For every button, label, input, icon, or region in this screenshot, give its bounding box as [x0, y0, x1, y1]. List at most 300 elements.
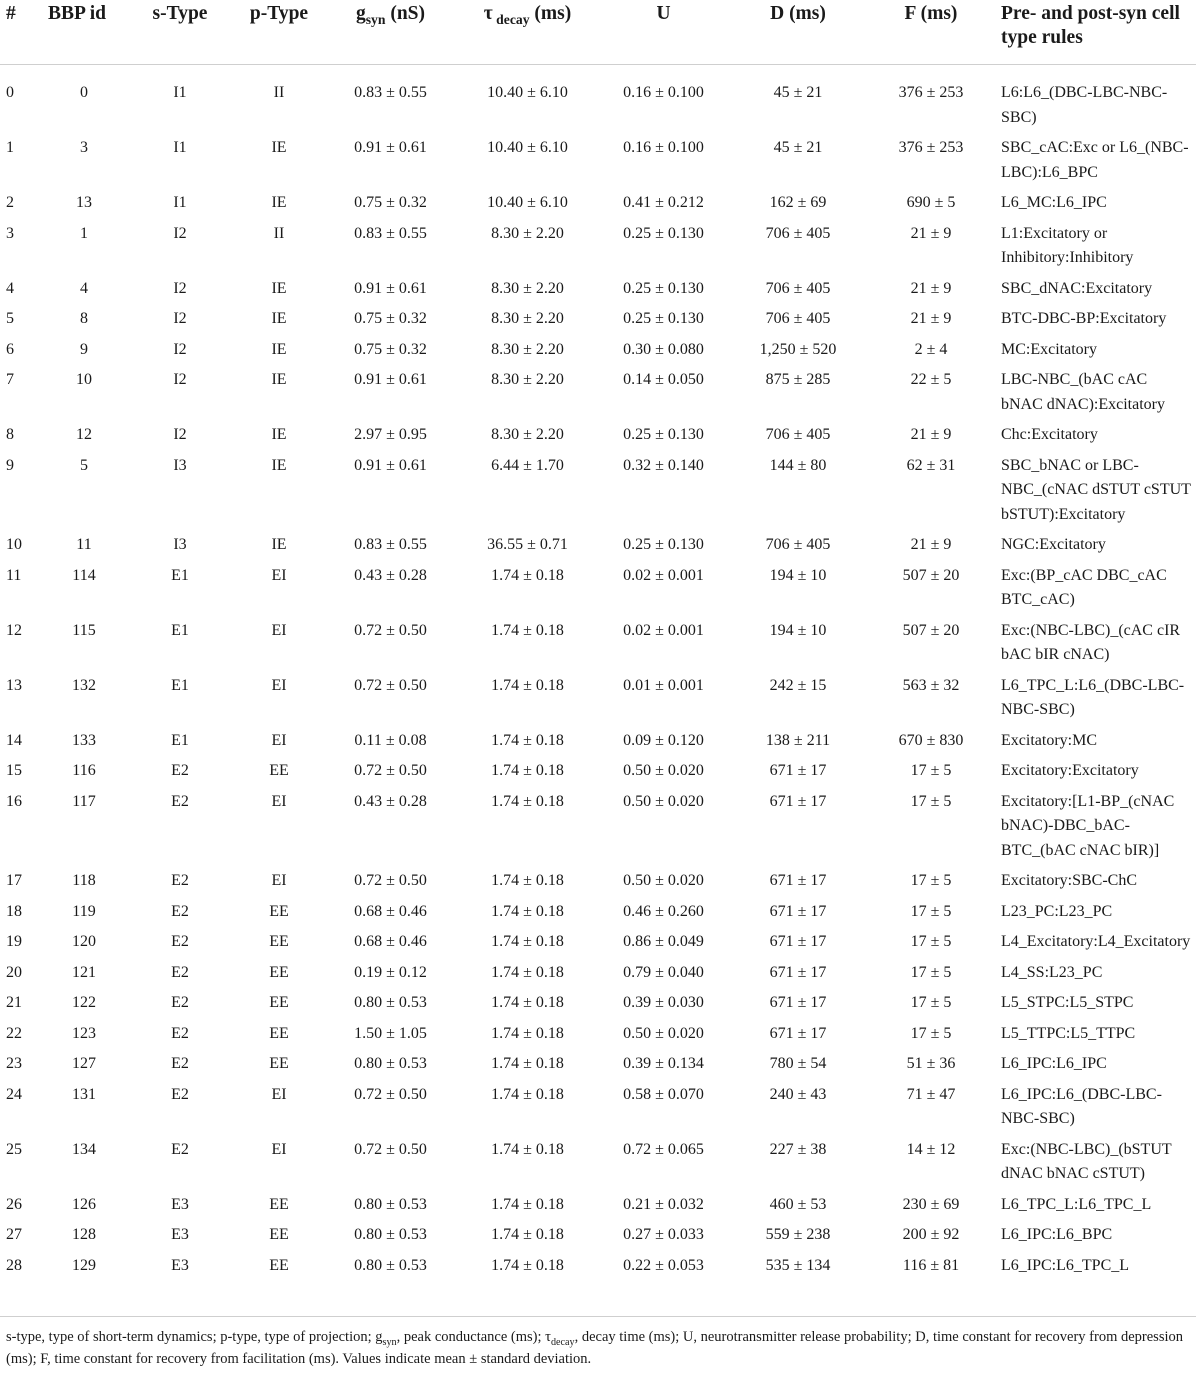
cell-bbp-id: 121: [72, 963, 96, 981]
cell-u: 0.32 ± 0.140: [623, 456, 704, 474]
cell-u: 0.39 ± 0.030: [623, 994, 704, 1011]
cell-gsyn: 0.80 ± 0.53: [354, 1226, 427, 1243]
cell-d: 671 ± 17: [769, 933, 827, 950]
cell-rules: L6_TPC_L:L6_TPC_L: [1001, 1195, 1152, 1213]
cell-tau-decay: 1.74 ± 0.18: [491, 621, 564, 639]
cell-f: 17 ± 5: [910, 902, 952, 920]
cell-p-type: EE: [269, 1024, 289, 1042]
cell-d: 1,250 ± 520: [759, 340, 837, 358]
cell-u: 0.01 ± 0.001: [623, 676, 704, 694]
cell-p-type: EE: [269, 1256, 289, 1274]
cell-d: 706 ± 405: [765, 310, 831, 327]
table-row: [0, 866, 1196, 897]
cell-d: 144 ± 80: [769, 456, 827, 474]
cell-s-type: E2: [171, 902, 189, 920]
table-row: [0, 958, 1196, 989]
cell-num: 23: [6, 1055, 22, 1072]
cell-tau-decay: 1.74 ± 0.18: [491, 762, 564, 779]
cell-tau-decay: 1.74 ± 0.18: [491, 566, 564, 584]
cell-s-type: E2: [171, 963, 189, 981]
cell-f: 563 ± 32: [902, 676, 960, 694]
table-row: [0, 756, 1196, 787]
cell-bbp-id: 3: [80, 139, 88, 156]
cell-bbp-id: 129: [72, 1256, 96, 1274]
cell-p-type: IE: [271, 279, 287, 297]
cell-tau-decay: 1.74 ± 0.18: [491, 1256, 564, 1274]
cell-u: 0.22 ± 0.053: [623, 1256, 704, 1274]
cell-s-type: I3: [173, 536, 187, 553]
cell-num: 27: [6, 1226, 22, 1243]
cell-bbp-id: 122: [72, 994, 96, 1011]
cell-tau-decay: 1.74 ± 0.18: [491, 792, 564, 810]
cell-u: 0.16 ± 0.100: [623, 84, 704, 101]
cell-bbp-id: 5: [80, 456, 88, 474]
cell-tau-decay: 1.74 ± 0.18: [491, 994, 564, 1011]
cell-d: 671 ± 17: [769, 1024, 827, 1042]
cell-bbp-id: 119: [72, 902, 96, 920]
cell-num: 6: [6, 340, 14, 358]
cell-s-type: E1: [171, 621, 189, 639]
cell-rules: L6_IPC:L6_IPC: [1001, 1055, 1107, 1072]
table-row: [0, 671, 1196, 726]
cell-bbp-id: 0: [80, 84, 88, 101]
table-row: [0, 787, 1196, 867]
cell-tau-decay: 6.44 ± 1.70: [491, 456, 564, 474]
cell-s-type: I2: [173, 224, 187, 242]
cell-p-type: EE: [269, 994, 289, 1011]
cell-bbp-id: 9: [80, 340, 88, 358]
cell-tau-decay: 1.74 ± 0.18: [491, 933, 564, 950]
cell-tau-decay: 8.30 ± 2.20: [491, 371, 564, 388]
cell-u: 0.02 ± 0.001: [623, 621, 704, 639]
header-gsyn-sub: syn: [365, 11, 386, 27]
cell-u: 0.09 ± 0.120: [623, 731, 704, 749]
cell-u: 0.25 ± 0.130: [623, 224, 704, 242]
cell-gsyn: 0.68 ± 0.46: [354, 902, 427, 920]
cell-p-type: II: [273, 224, 285, 242]
cell-p-type: EE: [269, 1195, 289, 1213]
footnote-tau-sub: decay: [550, 1336, 575, 1348]
cell-p-type: IE: [271, 536, 287, 553]
cell-d: 875 ± 285: [765, 371, 831, 388]
cell-p-type: EE: [269, 762, 289, 779]
cell-gsyn: 0.19 ± 0.12: [354, 963, 427, 981]
cell-p-type: EI: [271, 676, 287, 694]
cell-d: 671 ± 17: [769, 762, 827, 779]
cell-bbp-id: 128: [72, 1226, 96, 1243]
cell-num: 14: [6, 731, 22, 749]
table-row: [0, 927, 1196, 958]
header-num: #: [0, 0, 44, 65]
cell-f: 17 ± 5: [910, 963, 952, 981]
cell-d: 671 ± 17: [769, 792, 827, 810]
cell-num: 16: [6, 792, 22, 810]
cell-d: 194 ± 10: [769, 566, 827, 584]
cell-s-type: E3: [171, 1226, 189, 1243]
cell-f: 22 ± 5: [910, 371, 952, 388]
footnote-part2: , peak conductance (ms); τ: [396, 1329, 551, 1345]
cell-f: 51 ± 36: [906, 1055, 956, 1072]
cell-tau-decay: 8.30 ± 2.20: [491, 340, 564, 358]
cell-rules: L1:Excitatory or Inhibitory:Inhibitory: [1001, 224, 1134, 266]
cell-p-type: IE: [271, 340, 287, 358]
cell-rules: L6_TPC_L:L6_(DBC-LBC-NBC-SBC): [1001, 676, 1185, 718]
header-gsyn-base: g: [355, 3, 366, 24]
table-row: [0, 1049, 1196, 1080]
cell-rules: L23_PC:L23_PC: [1001, 902, 1113, 920]
cell-s-type: E1: [171, 731, 189, 749]
footnote-part3: , decay time (ms); U, neurotransmitter release probability; D, time constant for recovery from depression (ms); F, time constant for recovery from facilitation (ms). Values indicate mean ± standard deviation.: [6, 1329, 1183, 1367]
cell-tau-decay: 1.74 ± 0.18: [491, 676, 564, 694]
cell-p-type: IE: [271, 371, 287, 388]
table-row: [0, 726, 1196, 757]
cell-tau-decay: 8.30 ± 2.20: [491, 310, 564, 327]
cell-s-type: E2: [171, 933, 189, 950]
cell-p-type: EE: [269, 1055, 289, 1072]
cell-rules: MC:Excitatory: [1001, 340, 1097, 358]
cell-bbp-id: 114: [72, 566, 96, 584]
cell-num: 2: [6, 194, 14, 211]
cell-num: 4: [6, 279, 14, 297]
cell-s-type: E2: [171, 1055, 189, 1072]
cell-gsyn: 2.97 ± 0.95: [354, 426, 427, 443]
cell-bbp-id: 12: [76, 426, 92, 443]
cell-num: 12: [6, 621, 22, 639]
cell-rules: SBC_bNAC or LBC-NBC_(cNAC dSTUT cSTUT bSTUT):Excitatory: [1001, 456, 1191, 523]
table-row: [0, 65, 1196, 134]
cell-rules: Excitatory:Excitatory: [1001, 762, 1139, 779]
cell-num: 15: [6, 762, 22, 779]
cell-rules: L6_IPC:L6_TPC_L: [1001, 1256, 1130, 1274]
cell-f: 62 ± 31: [906, 456, 956, 474]
header-s-type: s-Type: [124, 0, 236, 65]
cell-num: 28: [6, 1256, 22, 1274]
footnote-gsyn-sub: syn: [382, 1336, 397, 1348]
cell-num: 11: [6, 566, 22, 584]
cell-rules: L4_Excitatory:L4_Excitatory: [1001, 933, 1191, 950]
table-header-row: [0, 0, 1196, 65]
cell-gsyn: 0.68 ± 0.46: [354, 933, 427, 950]
cell-d: 706 ± 405: [765, 426, 831, 443]
table-row: [0, 335, 1196, 366]
cell-u: 0.50 ± 0.020: [623, 872, 704, 889]
cell-p-type: EE: [269, 933, 289, 950]
cell-p-type: EI: [271, 731, 287, 749]
cell-s-type: I2: [173, 426, 187, 443]
cell-d: 780 ± 54: [769, 1055, 827, 1072]
cell-f: 17 ± 5: [910, 792, 952, 810]
cell-s-type: I1: [173, 84, 187, 101]
cell-d: 194 ± 10: [769, 621, 827, 639]
cell-p-type: II: [273, 84, 285, 101]
table-row: [0, 219, 1196, 274]
cell-f: 116 ± 81: [902, 1256, 960, 1274]
cell-f: 21 ± 9: [910, 536, 952, 553]
header-rules: Pre- and post-syn cell type rules: [997, 0, 1196, 65]
cell-p-type: IE: [271, 310, 287, 327]
cell-num: 10: [6, 536, 22, 553]
header-tau-unit: (ms): [529, 3, 572, 24]
cell-u: 0.14 ± 0.050: [623, 371, 704, 388]
cell-tau-decay: 1.74 ± 0.18: [491, 1226, 564, 1243]
cell-gsyn: 0.91 ± 0.61: [354, 279, 427, 297]
cell-f: 376 ± 253: [898, 139, 964, 156]
table-row: [0, 274, 1196, 305]
cell-s-type: I3: [173, 456, 187, 474]
cell-d: 227 ± 38: [769, 1140, 827, 1158]
cell-bbp-id: 123: [72, 1024, 96, 1042]
cell-p-type: IE: [271, 456, 287, 474]
cell-u: 0.58 ± 0.070: [623, 1085, 704, 1103]
table-row: [0, 1251, 1196, 1289]
cell-s-type: E1: [171, 676, 189, 694]
cell-tau-decay: 10.40 ± 6.10: [487, 84, 568, 101]
cell-u: 0.27 ± 0.033: [623, 1226, 704, 1243]
cell-d: 706 ± 405: [765, 224, 831, 242]
cell-u: 0.86 ± 0.049: [623, 933, 704, 950]
cell-f: 71 ± 47: [906, 1085, 956, 1103]
cell-num: 13: [6, 676, 22, 694]
cell-d: 671 ± 17: [769, 963, 827, 981]
cell-num: 19: [6, 933, 22, 950]
cell-tau-decay: 1.74 ± 0.18: [491, 1140, 564, 1158]
cell-u: 0.41 ± 0.212: [623, 194, 704, 211]
cell-gsyn: 0.75 ± 0.32: [354, 340, 427, 358]
cell-p-type: EI: [271, 621, 287, 639]
cell-bbp-id: 116: [72, 762, 96, 779]
cell-s-type: I2: [173, 371, 187, 388]
cell-f: 21 ± 9: [910, 279, 952, 297]
table-bottom-rule: [0, 1316, 1196, 1317]
table-row: [0, 530, 1196, 561]
cell-rules: NGC:Excitatory: [1001, 536, 1106, 553]
cell-rules: LBC-NBC_(bAC cAC bNAC dNAC):Excitatory: [1001, 371, 1165, 413]
cell-p-type: EI: [271, 872, 287, 889]
cell-u: 0.39 ± 0.134: [623, 1055, 704, 1072]
cell-d: 706 ± 405: [765, 279, 831, 297]
cell-rules: Chc:Excitatory: [1001, 426, 1098, 443]
table-row: [0, 897, 1196, 928]
cell-f: 17 ± 5: [910, 1024, 952, 1042]
cell-u: 0.50 ± 0.020: [623, 792, 704, 810]
header-tau-sub: decay: [492, 11, 530, 27]
header-tau-decay: [459, 0, 596, 65]
cell-s-type: E2: [171, 762, 189, 779]
cell-u: 0.02 ± 0.001: [623, 566, 704, 584]
cell-gsyn: 0.91 ± 0.61: [354, 456, 427, 474]
table-row: [0, 188, 1196, 219]
cell-gsyn: 0.75 ± 0.32: [354, 194, 427, 211]
table-row: [0, 133, 1196, 188]
cell-f: 690 ± 5: [906, 194, 956, 211]
cell-d: 240 ± 43: [769, 1085, 827, 1103]
cell-gsyn: 0.91 ± 0.61: [354, 371, 427, 388]
cell-d: 671 ± 17: [769, 872, 827, 889]
cell-p-type: IE: [271, 426, 287, 443]
cell-gsyn: 0.91 ± 0.61: [354, 139, 427, 156]
cell-rules: Excitatory:MC: [1001, 731, 1097, 749]
cell-p-type: EE: [269, 1226, 289, 1243]
cell-s-type: E2: [171, 1024, 189, 1042]
cell-gsyn: 0.83 ± 0.55: [354, 224, 427, 242]
cell-u: 0.25 ± 0.130: [623, 310, 704, 327]
table-row: [0, 420, 1196, 451]
cell-gsyn: 0.75 ± 0.32: [354, 310, 427, 327]
cell-bbp-id: 115: [72, 621, 96, 639]
header-p-type: p-Type: [236, 0, 322, 65]
cell-bbp-id: 10: [76, 371, 92, 388]
cell-bbp-id: 126: [72, 1195, 96, 1213]
cell-s-type: I2: [173, 279, 187, 297]
cell-d: 45 ± 21: [773, 139, 823, 156]
cell-tau-decay: 1.74 ± 0.18: [491, 1085, 564, 1103]
cell-gsyn: 0.80 ± 0.53: [354, 1195, 427, 1213]
cell-f: 21 ± 9: [910, 310, 952, 327]
table-row: [0, 451, 1196, 531]
cell-d: 559 ± 238: [765, 1226, 831, 1243]
cell-u: 0.79 ± 0.040: [623, 963, 704, 981]
cell-gsyn: 0.72 ± 0.50: [354, 676, 427, 694]
cell-d: 242 ± 15: [769, 676, 827, 694]
header-gsyn: [322, 0, 459, 65]
cell-gsyn: 0.80 ± 0.53: [354, 994, 427, 1011]
cell-d: 460 ± 53: [769, 1195, 827, 1213]
cell-tau-decay: 1.74 ± 0.18: [491, 1024, 564, 1042]
table-row: [0, 616, 1196, 671]
cell-p-type: IE: [271, 194, 287, 211]
cell-tau-decay: 8.30 ± 2.20: [491, 279, 564, 297]
cell-s-type: I2: [173, 310, 187, 327]
cell-u: 0.25 ± 0.130: [623, 426, 704, 443]
cell-f: 17 ± 5: [910, 762, 952, 779]
header-d: D (ms): [731, 0, 865, 65]
cell-num: 24: [6, 1085, 22, 1103]
cell-s-type: E2: [171, 872, 189, 889]
cell-tau-decay: 1.74 ± 0.18: [491, 872, 564, 889]
cell-s-type: E3: [171, 1195, 189, 1213]
cell-p-type: EE: [269, 902, 289, 920]
table-row: [0, 365, 1196, 420]
cell-u: 0.16 ± 0.100: [623, 139, 704, 156]
cell-u: 0.50 ± 0.020: [623, 1024, 704, 1042]
cell-rules: BTC-DBC-BP:Excitatory: [1001, 310, 1167, 327]
cell-rules: L6:L6_(DBC-LBC-NBC-SBC): [1001, 84, 1168, 126]
cell-f: 376 ± 253: [898, 84, 964, 101]
cell-tau-decay: 10.40 ± 6.10: [487, 194, 568, 211]
cell-gsyn: 0.11 ± 0.08: [354, 731, 427, 749]
cell-rules: Exc:(NBC-LBC)_(cAC cIR bAC bIR cNAC): [1001, 621, 1181, 663]
cell-bbp-id: 120: [72, 933, 96, 950]
cell-bbp-id: 133: [72, 731, 96, 749]
cell-gsyn: 0.72 ± 0.50: [354, 872, 427, 889]
cell-p-type: EE: [269, 963, 289, 981]
cell-s-type: I1: [173, 139, 187, 156]
header-gsyn-unit: (nS): [385, 3, 426, 24]
table-footnote: [6, 1326, 1194, 1370]
cell-num: 21: [6, 994, 22, 1011]
cell-tau-decay: 1.74 ± 0.18: [491, 1055, 564, 1072]
cell-tau-decay: 10.40 ± 6.10: [487, 139, 568, 156]
cell-u: 0.25 ± 0.130: [623, 536, 704, 553]
cell-rules: Exc:(NBC-LBC)_(bSTUT dNAC bNAC cSTUT): [1001, 1140, 1172, 1182]
cell-rules: L6_IPC:L6_BPC: [1001, 1226, 1113, 1243]
cell-num: 8: [6, 426, 14, 443]
cell-num: 9: [6, 456, 14, 474]
table-row: [0, 988, 1196, 1019]
cell-rules: L5_STPC:L5_STPC: [1001, 994, 1134, 1011]
cell-bbp-id: 8: [80, 310, 88, 327]
cell-f: 17 ± 5: [910, 933, 952, 950]
cell-tau-decay: 36.55 ± 0.71: [487, 536, 568, 553]
cell-f: 2 ± 4: [914, 340, 948, 358]
cell-num: 5: [6, 310, 14, 327]
cell-tau-decay: 8.30 ± 2.20: [491, 224, 564, 242]
cell-bbp-id: 132: [72, 676, 96, 694]
cell-rules: L5_TTPC:L5_TTPC: [1001, 1024, 1136, 1042]
cell-u: 0.72 ± 0.065: [623, 1140, 704, 1158]
table-body: [0, 65, 1196, 1289]
cell-tau-decay: 8.30 ± 2.20: [491, 426, 564, 443]
cell-s-type: E2: [171, 792, 189, 810]
cell-gsyn: 0.43 ± 0.28: [354, 566, 427, 584]
cell-num: 0: [6, 84, 14, 101]
table-row: [0, 1019, 1196, 1050]
table-row: [0, 304, 1196, 335]
cell-num: 18: [6, 902, 22, 920]
cell-p-type: EI: [271, 566, 287, 584]
table-row: [0, 1080, 1196, 1135]
cell-gsyn: 0.72 ± 0.50: [354, 762, 427, 779]
cell-num: 17: [6, 872, 22, 889]
table-row: [0, 1190, 1196, 1221]
cell-s-type: E2: [171, 1140, 189, 1158]
cell-gsyn: 0.83 ± 0.55: [354, 84, 427, 101]
cell-f: 17 ± 5: [910, 872, 952, 889]
cell-u: 0.46 ± 0.260: [623, 902, 704, 920]
footnote-part1: s-type, type of short-term dynamics; p-type, type of projection; g: [6, 1329, 383, 1345]
cell-rules: L6_MC:L6_IPC: [1001, 194, 1107, 211]
cell-f: 17 ± 5: [910, 994, 952, 1011]
cell-gsyn: 1.50 ± 1.05: [354, 1024, 427, 1042]
table-row: [0, 1135, 1196, 1190]
cell-tau-decay: 1.74 ± 0.18: [491, 902, 564, 920]
cell-d: 138 ± 211: [765, 731, 831, 749]
cell-num: 26: [6, 1195, 22, 1213]
cell-rules: Excitatory:SBC-ChC: [1001, 872, 1137, 889]
cell-f: 507 ± 20: [902, 566, 960, 584]
cell-f: 21 ± 9: [910, 426, 952, 443]
cell-tau-decay: 1.74 ± 0.18: [491, 963, 564, 981]
cell-gsyn: 0.80 ± 0.53: [354, 1055, 427, 1072]
header-tau-base: τ: [483, 3, 493, 24]
cell-f: 230 ± 69: [902, 1195, 960, 1213]
cell-d: 45 ± 21: [773, 84, 823, 101]
cell-bbp-id: 1: [80, 224, 88, 242]
cell-f: 507 ± 20: [902, 621, 960, 639]
cell-p-type: IE: [271, 139, 287, 156]
cell-tau-decay: 1.74 ± 0.18: [491, 731, 564, 749]
cell-bbp-id: 118: [72, 872, 96, 889]
cell-u: 0.50 ± 0.020: [623, 762, 704, 779]
cell-gsyn: 0.72 ± 0.50: [354, 1085, 427, 1103]
cell-u: 0.21 ± 0.032: [623, 1195, 704, 1213]
cell-gsyn: 0.80 ± 0.53: [354, 1256, 427, 1274]
header-u: U: [596, 0, 731, 65]
table-row: [0, 561, 1196, 616]
table-row: [0, 1220, 1196, 1251]
cell-s-type: I2: [173, 340, 187, 358]
cell-bbp-id: 11: [76, 536, 92, 553]
